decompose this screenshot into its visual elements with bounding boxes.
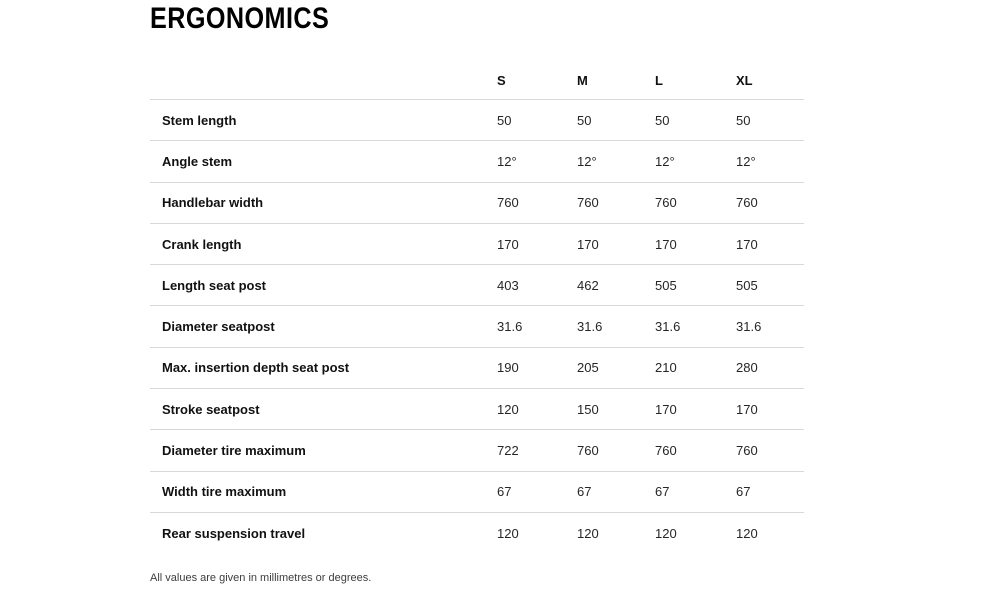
- cell-value: 120: [577, 526, 599, 542]
- cell-value: 31.6: [736, 319, 762, 335]
- column-header-l: L: [655, 73, 663, 88]
- cell-value: 505: [655, 277, 677, 293]
- cell-value: 50: [497, 112, 512, 128]
- row-label: Stroke seatpost: [162, 401, 260, 417]
- row-label: Diameter tire maximum: [162, 443, 306, 459]
- cell-value: 50: [736, 112, 751, 128]
- cell-value: 760: [655, 195, 677, 211]
- cell-value: 462: [577, 277, 599, 293]
- cell-value: 120: [497, 401, 519, 417]
- cell-value: 760: [497, 195, 519, 211]
- cell-value: 50: [577, 112, 592, 128]
- cell-value: 760: [736, 195, 758, 211]
- cell-value: 403: [497, 277, 519, 293]
- row-label: Rear suspension travel: [162, 526, 306, 542]
- row-label: Max. insertion depth seat post: [162, 360, 350, 376]
- cell-value: 67: [577, 484, 592, 500]
- page-title: ERGONOMICS: [150, 2, 330, 35]
- row-label: Crank length: [162, 236, 242, 252]
- row-label: Handlebar width: [162, 195, 264, 211]
- cell-value: 280: [736, 360, 758, 376]
- table-row: [150, 430, 804, 471]
- table-row: [150, 224, 804, 265]
- cell-value: 120: [497, 526, 519, 542]
- table-row: [150, 306, 804, 347]
- cell-value: 760: [655, 443, 677, 459]
- cell-value: 12°: [655, 153, 675, 169]
- cell-value: 505: [736, 277, 758, 293]
- table-row: [150, 513, 804, 554]
- column-header-m: M: [577, 73, 588, 88]
- row-label: Width tire maximum: [162, 484, 287, 500]
- cell-value: 120: [655, 526, 677, 542]
- table-row: [150, 389, 804, 430]
- ergonomics-table: [150, 62, 804, 554]
- table-row: [150, 348, 804, 389]
- table-body: [150, 100, 804, 554]
- cell-value: 31.6: [655, 319, 681, 335]
- cell-value: 170: [655, 236, 677, 252]
- cell-value: 760: [577, 195, 599, 211]
- cell-value: 170: [736, 401, 758, 417]
- cell-value: 150: [577, 401, 599, 417]
- row-label: Diameter seatpost: [162, 319, 275, 335]
- row-label: Length seat post: [162, 277, 267, 293]
- table-row: [150, 183, 804, 224]
- cell-value: 67: [655, 484, 670, 500]
- table-row: [150, 141, 804, 182]
- cell-value: 67: [497, 484, 512, 500]
- cell-value: 12°: [577, 153, 597, 169]
- column-header-s: S: [497, 73, 506, 88]
- cell-value: 210: [655, 360, 677, 376]
- cell-value: 31.6: [577, 319, 603, 335]
- table-row: [150, 265, 804, 306]
- cell-value: 31.6: [497, 319, 523, 335]
- cell-value: 170: [497, 236, 519, 252]
- cell-value: 205: [577, 360, 599, 376]
- column-header-xl: XL: [736, 73, 753, 88]
- row-label: Angle stem: [162, 153, 233, 169]
- cell-value: 120: [736, 526, 758, 542]
- table-header-row: [150, 62, 804, 100]
- units-footnote: All values are given in millimetres or degrees.: [150, 572, 372, 585]
- cell-value: 190: [497, 360, 519, 376]
- cell-value: 170: [655, 401, 677, 417]
- cell-value: 170: [736, 236, 758, 252]
- table-row: [150, 472, 804, 513]
- cell-value: 12°: [497, 153, 517, 169]
- ergonomics-section: [150, 0, 804, 585]
- row-label: Stem length: [162, 112, 237, 128]
- cell-value: 12°: [736, 153, 756, 169]
- cell-value: 760: [736, 443, 758, 459]
- cell-value: 170: [577, 236, 599, 252]
- cell-value: 50: [655, 112, 670, 128]
- cell-value: 67: [736, 484, 751, 500]
- table-row: [150, 100, 804, 141]
- cell-value: 760: [577, 443, 599, 459]
- cell-value: 722: [497, 443, 519, 459]
